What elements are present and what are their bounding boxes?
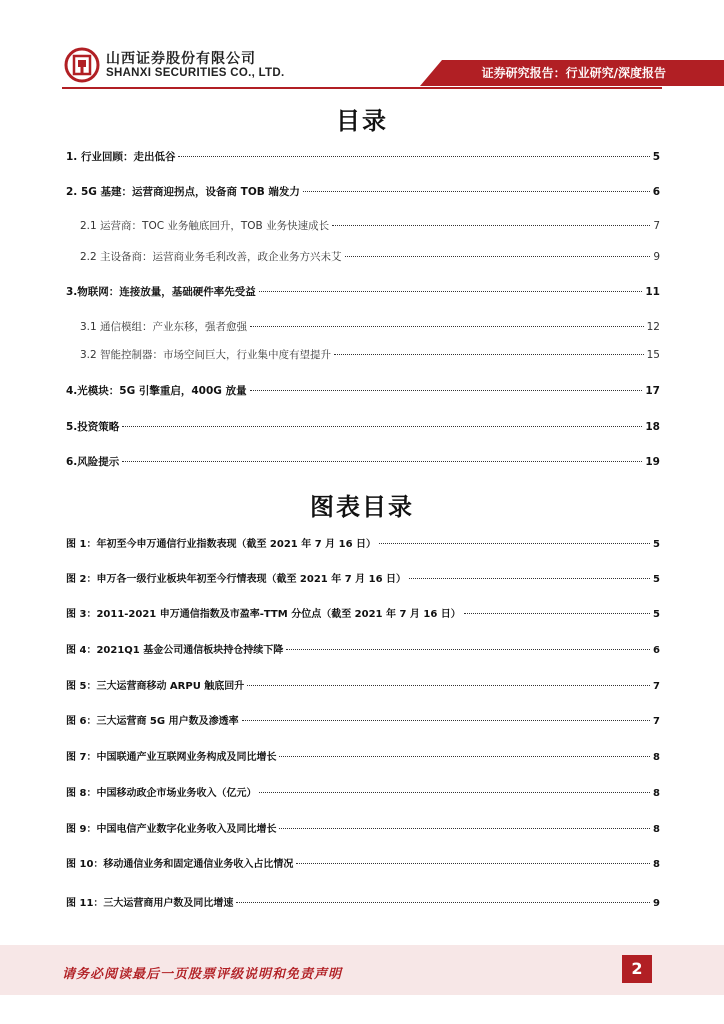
leader-dots: [279, 827, 650, 829]
leader-dots: [259, 791, 650, 793]
figure-entry[interactable]: [66, 608, 660, 622]
toc-entry-page: 19: [645, 456, 660, 468]
leader-dots: [334, 353, 644, 355]
figure-entry-page: 5: [653, 539, 660, 550]
leader-dots: [286, 648, 650, 650]
toc-entry-label: 3.物联网：连接放量，基础硬件率先受益: [66, 286, 256, 298]
toc-entry-page: 12: [646, 321, 660, 333]
toc-entry[interactable]: [66, 455, 660, 469]
toc-title: 目录: [336, 107, 388, 135]
toc-entry-label: 5.投资策略: [66, 421, 120, 433]
figure-entry[interactable]: [66, 715, 660, 729]
toc-entry-page: 6: [652, 186, 660, 198]
toc-entry[interactable]: [80, 348, 660, 362]
toc-entry[interactable]: [80, 219, 660, 233]
figure-entry-page: 5: [653, 609, 660, 620]
toc-entry-label: 3.2 智能控制器：市场空间巨大，行业集中度有望提升: [80, 349, 332, 361]
company-logo-icon: [64, 47, 100, 83]
leader-dots: [303, 190, 650, 192]
toc-entry-page: 11: [645, 286, 660, 298]
figure-entry-page: 7: [653, 681, 660, 692]
figure-entry-label: 图 6：三大运营商 5G 用户数及渗透率: [66, 716, 239, 727]
leader-dots: [250, 389, 643, 391]
figure-entry-page: 8: [653, 859, 660, 870]
leader-dots: [409, 577, 650, 579]
leader-dots: [247, 684, 650, 686]
figure-entry-label: 图 8：中国移动政企市场业务收入（亿元）: [66, 788, 257, 799]
leader-dots: [250, 325, 644, 327]
figure-list-title: 图表目录: [310, 493, 414, 521]
figure-entry[interactable]: [66, 751, 660, 765]
figure-entry-label: 图 1：年初至今申万通信行业指数表现（截至 2021 年 7 月 16 日）: [66, 539, 377, 550]
figure-entry[interactable]: [66, 680, 660, 694]
figure-entry-label: 图 5：三大运营商移动 ARPU 触底回升: [66, 681, 245, 692]
company-name-en: SHANXI SECURITIES CO., LTD.: [106, 67, 285, 79]
figure-entry[interactable]: [66, 897, 660, 911]
header-divider: [62, 87, 662, 89]
leader-dots: [242, 719, 650, 721]
toc-entry-page: 15: [646, 349, 660, 361]
figure-entry[interactable]: [66, 787, 660, 801]
figure-entry-page: 8: [653, 788, 660, 799]
toc-entry[interactable]: [66, 384, 660, 398]
figure-entry-page: 6: [653, 645, 660, 656]
toc-entry[interactable]: [66, 150, 660, 164]
disclaimer-notice: 请务必阅读最后一页股票评级说明和免责声明: [62, 967, 343, 982]
figure-entry-page: 8: [653, 824, 660, 835]
toc-entry[interactable]: [80, 250, 660, 264]
figure-entry-label: 图 4：2021Q1 基金公司通信板块持仓持续下降: [66, 645, 284, 656]
leader-dots: [259, 290, 643, 292]
leader-dots: [236, 901, 650, 903]
toc-entry[interactable]: [66, 285, 660, 299]
leader-dots: [122, 425, 642, 427]
page-header: [0, 0, 724, 100]
toc-entry-page: 9: [653, 251, 660, 263]
toc-entry-page: 18: [645, 421, 660, 433]
figure-entry-page: 5: [653, 574, 660, 585]
report-type: 证券研究报告：行业研究/深度报告: [481, 66, 666, 80]
figure-entry-page: 7: [653, 716, 660, 727]
page-number: 2: [622, 955, 652, 983]
leader-dots: [296, 862, 650, 864]
company-name-cn: 山西证券股份有限公司: [106, 51, 256, 67]
toc-entry-label: 4.光模块：5G 引擎重启，400G 放量: [66, 385, 247, 397]
toc-entry-label: 2. 5G 基建：运营商迎拐点，设备商 TOB 端发力: [66, 186, 300, 198]
toc-entry-label: 3.1 通信模组：产业东移，强者愈强: [80, 321, 248, 333]
figure-entry-label: 图 7：中国联通产业互联网业务构成及同比增长: [66, 752, 277, 763]
figure-entry-page: 9: [653, 898, 660, 909]
toc-entry-label: 6.风险提示: [66, 456, 120, 468]
toc-entry-label: 1. 行业回顾：走出低谷: [66, 151, 176, 163]
toc-entry-page: 17: [645, 385, 660, 397]
toc-entry-page: 5: [652, 151, 660, 163]
toc-entry[interactable]: [80, 320, 660, 334]
leader-dots: [464, 612, 650, 614]
figure-entry[interactable]: [66, 858, 660, 872]
toc-entry-label: 2.1 运营商：TOC 业务触底回升，TOB 业务快速成长: [80, 220, 330, 232]
leader-dots: [332, 224, 650, 226]
figure-entry-page: 8: [653, 752, 660, 763]
figure-entry-label: 图 9：中国电信产业数字化业务收入及同比增长: [66, 824, 277, 835]
leader-dots: [178, 155, 649, 157]
figure-entry-label: 图 11：三大运营商用户数及同比增速: [66, 898, 234, 909]
figure-entry[interactable]: [66, 644, 660, 658]
leader-dots: [379, 542, 650, 544]
toc-entry[interactable]: [66, 420, 660, 434]
leader-dots: [122, 460, 642, 462]
figure-entry[interactable]: [66, 538, 660, 552]
toc-entry[interactable]: [66, 185, 660, 199]
leader-dots: [345, 255, 651, 257]
figure-entry-label: 图 3：2011-2021 申万通信指数及市盈率-TTM 分位点（截至 2021 年 7 月 16 日）: [66, 609, 461, 620]
figure-entry[interactable]: [66, 823, 660, 837]
figure-entry-label: 图 2：申万各一级行业板块年初至今行情表现（截至 2021 年 7 月 16 日）: [66, 574, 407, 585]
toc-entry-page: 7: [653, 220, 660, 232]
figure-entry-label: 图 10：移动通信业务和固定通信业务收入占比情况: [66, 859, 294, 870]
leader-dots: [279, 755, 650, 757]
toc-entry-label: 2.2 主设备商：运营商业务毛利改善，政企业务方兴未艾: [80, 251, 342, 263]
figure-entry[interactable]: [66, 573, 660, 587]
